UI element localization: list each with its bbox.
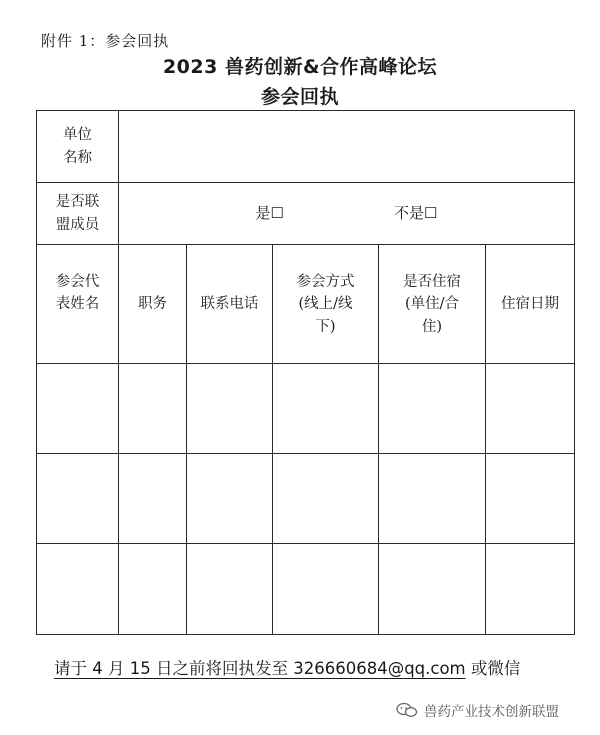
- header-label: 联系电话: [200, 295, 259, 312]
- header-position: [119, 245, 187, 364]
- table-row: [37, 364, 575, 454]
- member-row: [37, 183, 575, 245]
- member-label-cell: [37, 183, 119, 245]
- footer-suffix: 或微信: [465, 659, 521, 678]
- table-cell[interactable]: [119, 544, 187, 635]
- footer-text: 请于 4 月 15 日之前将回执发至 326660684@qq.com: [54, 659, 466, 678]
- table-row: [37, 454, 575, 544]
- table-cell[interactable]: [37, 544, 119, 635]
- unit-input-cell[interactable]: [119, 111, 575, 183]
- table-cell[interactable]: [273, 454, 379, 544]
- member-yes-checkbox[interactable]: 是☐: [255, 203, 284, 222]
- table-cell[interactable]: [379, 364, 486, 454]
- header-phone: [187, 245, 273, 364]
- footer-instruction: [54, 655, 520, 679]
- header-rep-name: [37, 245, 119, 364]
- table-cell[interactable]: [379, 454, 486, 544]
- table-cell[interactable]: [37, 454, 119, 544]
- header-attend-mode: [273, 245, 379, 364]
- table-cell[interactable]: [187, 544, 273, 635]
- member-no-checkbox[interactable]: 不是☐: [394, 203, 438, 222]
- table-cell[interactable]: [119, 364, 187, 454]
- table-row: [37, 544, 575, 635]
- table-cell[interactable]: [37, 364, 119, 454]
- header-label: 参会代 表姓名: [55, 274, 100, 313]
- header-label: 是否住宿 (单住/合 住): [403, 274, 461, 335]
- attachment-label: 附件 1：参会回执: [41, 32, 170, 50]
- member-choice-cell: [119, 183, 575, 245]
- registration-form-table: [36, 110, 575, 635]
- unit-row: [37, 111, 575, 183]
- header-lodging-date: [486, 245, 575, 364]
- watermark: [396, 700, 559, 720]
- page-title: 2023 兽药创新&合作高峰论坛: [162, 56, 438, 78]
- unit-label: 单位 名称: [63, 127, 92, 166]
- table-cell[interactable]: [187, 364, 273, 454]
- member-label: 是否联 盟成员: [55, 194, 100, 233]
- wechat-icon: [396, 702, 418, 718]
- table-cell[interactable]: [273, 544, 379, 635]
- table-cell[interactable]: [187, 454, 273, 544]
- table-cell[interactable]: [273, 364, 379, 454]
- table-cell[interactable]: [486, 544, 575, 635]
- table-cell[interactable]: [486, 454, 575, 544]
- page-subtitle: 参会回执: [260, 86, 339, 108]
- table-cell[interactable]: [119, 454, 187, 544]
- header-label: 职务: [138, 295, 167, 312]
- header-row: [37, 245, 575, 364]
- watermark-text: 兽药产业技术创新联盟: [424, 704, 559, 720]
- table-cell[interactable]: [379, 544, 486, 635]
- header-lodging: [379, 245, 486, 364]
- header-label: 住宿日期: [501, 295, 559, 312]
- header-label: 参会方式 (线上/线 下): [296, 274, 355, 335]
- table-cell[interactable]: [486, 364, 575, 454]
- unit-label-cell: [37, 111, 119, 183]
